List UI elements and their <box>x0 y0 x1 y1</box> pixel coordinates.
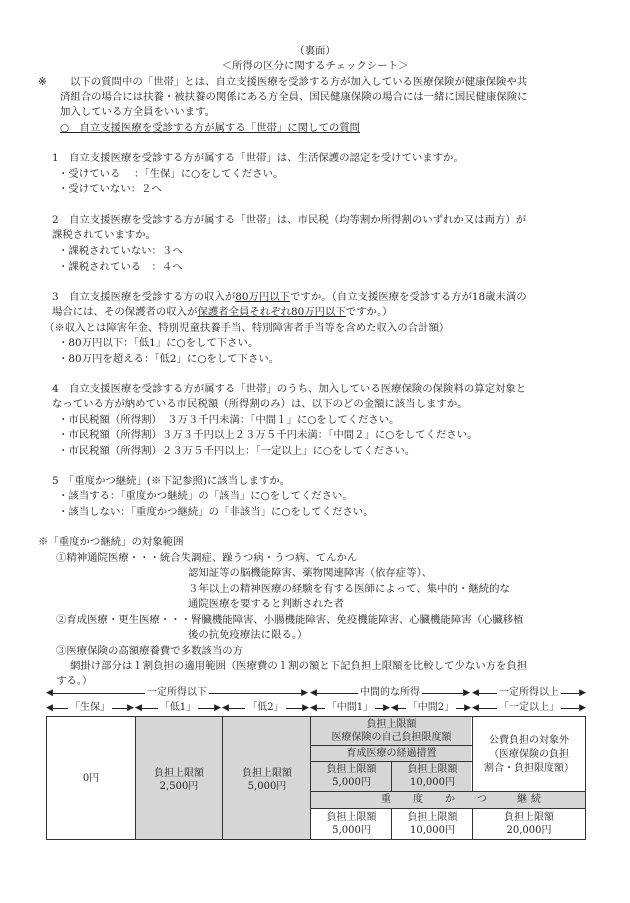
question-4-option-2: ・市民税額（所得割）３万３千円以上２３万５千円未満：「中間２」に○をしてください。 <box>58 429 478 441</box>
transition-measure: 育成医療の経過措置 <box>346 748 437 759</box>
question-3-line-1: 3 自立支援医療を受診する方の収入が80万円以下ですか。（自立支援医療を受診する方が18歳未満の <box>52 291 527 303</box>
reverse-side-label: （裏面） <box>294 45 336 57</box>
seiho-amount: 0円 <box>82 773 100 784</box>
low2-amount: 5,000円 <box>247 781 287 792</box>
severe-char-4: つ <box>477 794 487 805</box>
low1-amount: 2,500円 <box>159 781 199 792</box>
cat-seiho-label: 「生保」 <box>70 702 110 713</box>
question-1-option-2: ・受けていない：２へ <box>58 183 162 195</box>
severe-char-3: か <box>445 794 455 805</box>
scope-item-1-line-4: 通院医療を要すると判断された者 <box>188 598 344 610</box>
question-4-option-3: ・市民税額（所得割）２３万５千円以上：「一定以上」に○をしてください。 <box>58 445 416 457</box>
mid2-cap-label: 負担上限額 <box>407 764 458 775</box>
cat-low2-arrow: ◀ 「低2」 ▶ <box>222 702 309 713</box>
cat-low1-arrow: ◀ 「低1」 ▶ <box>135 702 221 713</box>
income-group-row <box>46 686 586 700</box>
scope-title: ※「重度かつ継続」の対象範囲 <box>38 536 184 548</box>
scope-item-2: ②育成医療・更生医療・・・腎臓機能障害、小腸機能障害、免疫機能障害、心臓機能障害（心臓移植 <box>56 614 524 626</box>
severe-high-amount: 20,000円 <box>506 825 552 836</box>
grid-hline <box>311 745 472 746</box>
question-1: 1 自立支援医療を受診する方が属する「世帯」は、生活保護の認定を受けていますか。 <box>52 152 464 164</box>
question-2-option-2: ・課税されている ：４へ <box>58 261 183 273</box>
question-3-note: （※収入とは障害年金、特別児童扶養手当、特別障害者手当等を含めた収入の合計額） <box>44 322 450 334</box>
scope-item-1-line-3: ３年以上の精神医療の経験を有する医師によって、集中的・継続的な <box>188 583 510 595</box>
category-row <box>46 701 586 715</box>
mid-cap-title: 負担上限額 <box>366 719 417 730</box>
income-threshold: 80万円以下 <box>235 291 291 303</box>
group-mid-arrow: ◀ 中間的な所得 ▶ <box>310 687 470 698</box>
scope-item-2-line-2: 後の抗免疫療法に限る。） <box>188 629 308 641</box>
group-mid-label: 中間的な所得 <box>360 687 420 698</box>
mid1-cap-label: 負担上限額 <box>326 764 377 775</box>
cat-high-arrow: ◀ 「一定以上」 ▶ <box>472 702 586 713</box>
cat-mid2-label: 「中間2」 <box>407 702 455 713</box>
question-1-option-1: ・受けている ：「生保」に○をしてください。 <box>58 168 284 180</box>
cat-high-label: 「一定以上」 <box>499 702 559 713</box>
severe-high-cap-label: 負担上限額 <box>504 812 554 823</box>
scope-item-3-line-3: する。） <box>56 675 93 687</box>
cat-low2-label: 「低2」 <box>247 702 284 713</box>
mid1-amount: 5,000円 <box>332 777 371 788</box>
grid-hline <box>311 761 472 762</box>
question-2-line-1: 2 自立支援医療を受診する方が属する「世帯」は、市民税（均等割か所得割のいずれか又は両方）が <box>52 214 527 226</box>
severe-char-5: 継 <box>517 794 527 805</box>
group-low-arrow: ◀ 一定所得以下 ▶ <box>46 687 308 698</box>
burden-cap-table <box>46 686 586 840</box>
severe-char-2: 度 <box>413 794 423 805</box>
page-title: ＜所得の区分に関するチェックシート＞ <box>221 60 409 72</box>
question-4-line-1: 4 自立支援医療を受診する方が属する「世帯」のうち、加入している医療保険の保険料の算定対象と <box>52 383 527 395</box>
question-4-line-2: なっている方が納めている市民税額（所得割のみ）は、以下のどの金額に該当しますか。 <box>52 398 468 410</box>
grid-hline <box>311 791 585 792</box>
severe-char-6: 続 <box>531 794 541 805</box>
cat-mid2-arrow: ◀ 「中間2」 ▶ <box>391 702 471 713</box>
question-5-option-1: ・該当する：「重度かつ継続」の「該当」に○をしてください。 <box>58 490 353 502</box>
scope-item-3-line-2: 網掛け部分は１割負担の適用範囲（医療費の１割の額と下記負担上限額を比較して少ない方を負担 <box>70 660 528 672</box>
severe-mid1-cap-label: 負担上限額 <box>326 812 377 823</box>
scope-item-1-line-2: 認知証等の脳機能障害、薬物関連障害（依存症等）、 <box>188 567 433 579</box>
scope-item-3: ③医療保険の高額療養費で多数該当の方 <box>56 645 244 657</box>
mid-cap-subtitle: 医療保険の自己負担限度額 <box>331 732 452 743</box>
group-high-arrow: ◀ 一定所得以上 ▶ <box>472 687 586 698</box>
question-4-option-1: ・市民税額（所得割） ３万３千円未満：「中間１」に○をしてください。 <box>58 414 400 426</box>
high-note-line-1: 公費負担の対象外 <box>489 735 569 746</box>
cat-mid1-label: 「中間1」 <box>326 702 374 713</box>
high-note-line-2: （医療保険の負担 <box>489 749 569 760</box>
severe-mid2-cap-label: 負担上限額 <box>407 812 458 823</box>
cat-seiho-arrow: ◀ 「生保」 ▶ <box>46 702 134 713</box>
question-3-line-2: 場合には、その保護者の収入が保護者全員それぞれ80万円以下ですか。） <box>52 306 393 318</box>
question-5-option-2: ・該当しない：「重度かつ継続」の「非該当」に○をしてください。 <box>58 506 374 518</box>
group-low-label: 一定所得以下 <box>147 687 207 698</box>
low2-cap-label: 負担上限額 <box>242 768 292 779</box>
grid-hline <box>311 808 585 809</box>
burden-grid <box>46 716 586 840</box>
severe-mid1-amount: 5,000円 <box>332 825 371 836</box>
question-5: 5 「重度かつ継続」(※下記参照)に該当しますか。 <box>52 475 291 487</box>
severe-char-1: 重 <box>381 794 391 805</box>
note-line-1: 以下の質問中の「世帯」とは、自立支援医療を受診する方が加入している医療保険が健康保険や共 <box>70 76 528 88</box>
note-line-3: 加入している方全員をいいます。 <box>60 106 216 118</box>
cat-low1-label: 「低1」 <box>159 702 197 713</box>
question-2-option-1: ・課税されていない：３へ <box>58 245 183 257</box>
cat-mid1-arrow: ◀ 「中間1」 ▶ <box>310 702 390 713</box>
scope-item-1: ①精神通院医療・・・統合失調症、躁うつ病・うつ病、てんかん <box>56 552 358 564</box>
note-mark: ※ <box>38 76 47 88</box>
section-subtitle: ○ 自立支援医療を受診する方が属する「世帯」に関しての質問 <box>60 122 361 134</box>
low1-cap-label: 負担上限額 <box>154 768 204 779</box>
guardian-threshold: 保護者全員それぞれ80万円以下 <box>197 306 346 318</box>
question-3-option-1: ・80万円以下：「低1」に○をして下さい。 <box>58 337 259 349</box>
high-note-line-3: 割合・負担限度額） <box>484 763 574 774</box>
mid2-amount: 10,000円 <box>410 777 455 788</box>
group-high-label: 一定所得以上 <box>499 687 559 698</box>
question-2-line-2: 課税されていますか。 <box>52 229 156 241</box>
question-3-option-2: ・80万円を超える：「低2」に○をして下さい。 <box>58 353 280 365</box>
note-line-2: 済組合の場合には扶養・被扶養の関係にある方全員、国民健康保険の場合には一緒に国民健康保険に <box>60 91 528 103</box>
severe-mid2-amount: 10,000円 <box>410 825 455 836</box>
